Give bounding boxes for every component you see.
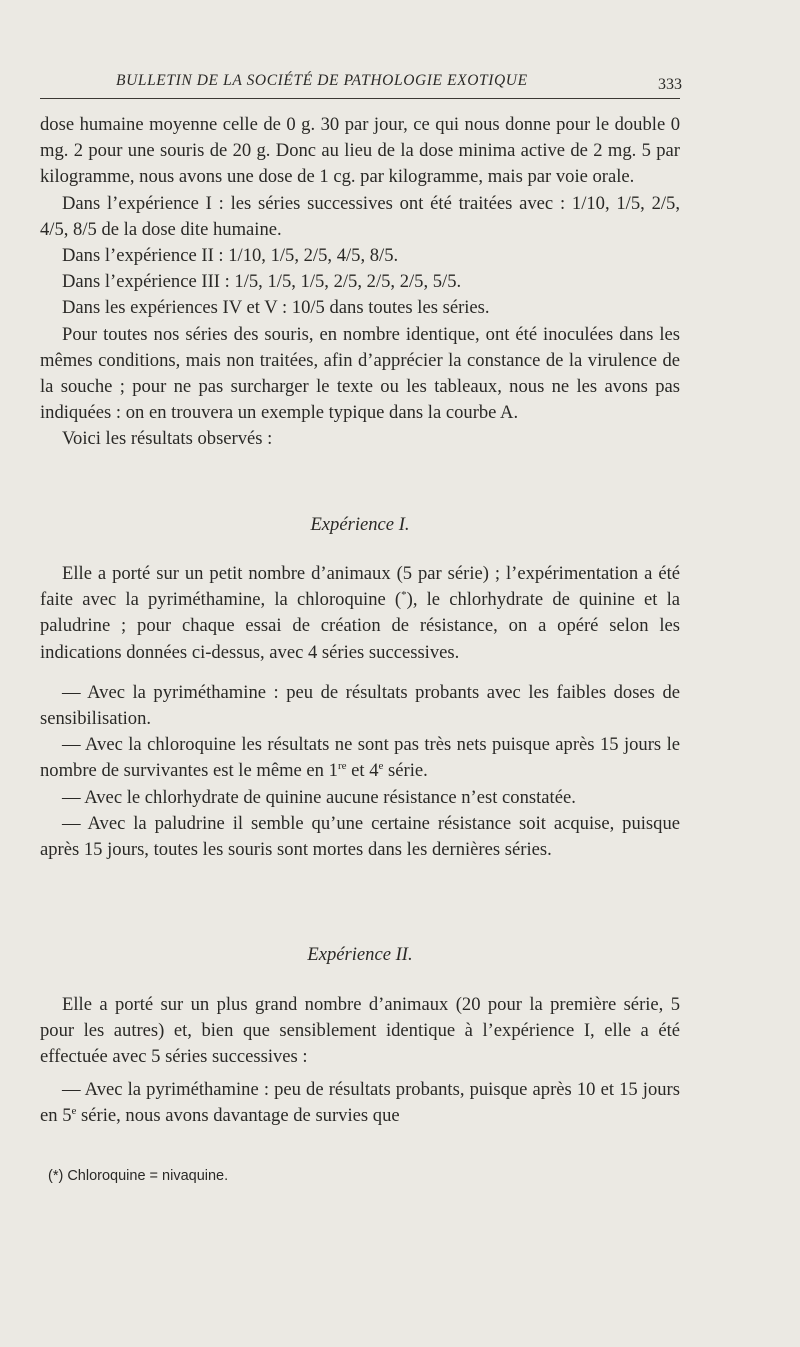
section-heading-experience-2: Expérience II. bbox=[307, 944, 413, 965]
paragraph: dose humaine moyenne celle de 0 g. 30 par jour, ce qui nous donne pour le double 0 mg. 2 pour une souris de 20 g. Donc au lieu de la dose minima active de 2 mg. 5 par kilogramme, nous avons une dose de 1 cg. par kilogramme, mais par voie orale. bbox=[40, 114, 680, 188]
paragraph: Dans l’expérience I : les séries successives ont été traitées avec : 1/10, 1/5, 2/5, 4/5, 8/5 de la dose dite humaine. bbox=[40, 192, 680, 240]
text-block-intro bbox=[40, 112, 680, 453]
paragraph: — Avec la pyriméthamine : peu de résultats probants avec les faibles doses de sensibilisation. bbox=[40, 681, 680, 730]
paragraph: — Avec le chlorhydrate de quinine aucune résistance n’est constatée. bbox=[62, 786, 576, 808]
section-heading-experience-1: Expérience I. bbox=[310, 514, 410, 535]
paragraph: Elle a porté sur un plus grand nombre d’animaux (20 pour la première série, 5 pour les autres) et, bien que sensiblement identique à l’expérience I, elle a été effectuée avec 5 séries successives : bbox=[40, 994, 680, 1068]
paragraph: — Avec la chloroquine les résultats ne sont pas très nets puisque après 15 jours le nombre de survivantes est le même en 1re et 4e série. bbox=[40, 734, 680, 782]
header-rule bbox=[40, 98, 680, 99]
page-number: 333 bbox=[658, 76, 682, 93]
footnote-marker: * bbox=[401, 589, 407, 602]
text-block-experience-2 bbox=[40, 992, 680, 1129]
paragraph: — Avec la paludrine il semble qu’une certaine résistance soit acquise, puisque après 15 jours, toutes les souris sont mortes dans les dernières séries. bbox=[40, 812, 680, 861]
paragraph: Voici les résultats observés : bbox=[62, 428, 273, 450]
page-header bbox=[40, 70, 680, 100]
paragraph: Elle a porté sur un petit nombre d’animaux (5 par série) ; l’expérimentation a été faite avec la pyriméthamine, la chloroquine (*), le chlorhydrate de quinine et la paludrine ; pour chaque essai de création de résistance, on a opéré selon les indications données ci-dessus, avec 4 séries successives. bbox=[40, 563, 680, 663]
footnote: (*) Chloroquine = nivaquine. bbox=[48, 1168, 229, 1184]
paragraph: Dans les expériences IV et V : 10/5 dans toutes les séries. bbox=[62, 297, 490, 319]
paragraph: Pour toutes nos séries des souris, en nombre identique, ont été inoculées dans les mêmes conditions, mais non traitées, afin d’apprécier la constance de la virulence de la souche ; pour ne pas surcharger le texte ou les tableaux, nous ne les avons pas indiquées : on en trouvera un exemple typique dans la courbe A. bbox=[40, 323, 680, 424]
paragraph: — Avec la pyriméthamine : peu de résultats probants, puisque après 10 et 15 jours en 5e série, nous avons davantage de survies que bbox=[40, 1078, 680, 1126]
running-title: BULLETIN DE LA SOCIÉTÉ DE PATHOLOGIE EXOTIQUE bbox=[116, 72, 528, 89]
text-block-experience-1 bbox=[40, 561, 680, 863]
paragraph: Dans l’expérience III : 1/5, 1/5, 1/5, 2/5, 2/5, 2/5, 5/5. bbox=[62, 271, 462, 293]
paragraph: Dans l’expérience II : 1/10, 1/5, 2/5, 4/5, 8/5. bbox=[62, 245, 399, 267]
